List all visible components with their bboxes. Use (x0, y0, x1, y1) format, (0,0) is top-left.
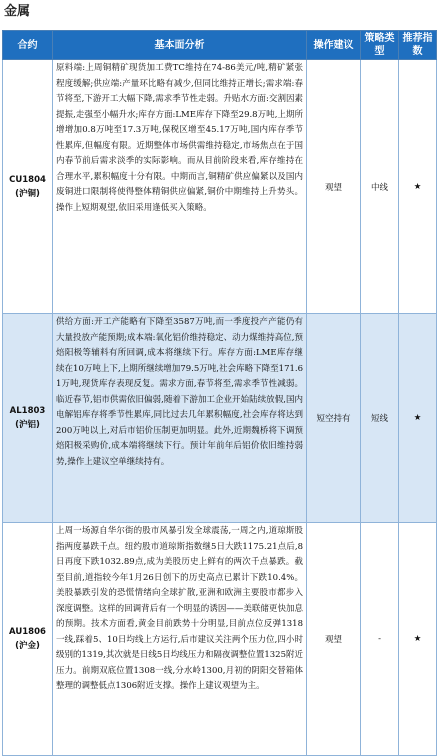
strategy-cell: - (361, 523, 399, 756)
analysis-cell: 原料端:上周铜精矿现货加工费TC维持在74-86美元/吨,精矿紧张程度缓解;供应端:产量环比略有减少,但同比维持正增长;需求端:春节将至,下游开工大幅下降,需求季节性走弱。升贴水方面:交割因素提振,走强至小幅升水;库存方面:LME库存下降至29.8万吨,上期所增增加0.8万吨至17.3万吨,保税区增至45.17万吨,国内库存季节性累库,但幅度有限。近期整体市场供需维持稳定,市场焦点在于国内春节前后需求淡季的实际影响。而从目前阶段来看,库存维持在合理水平,累积幅度十分有限。中期而言,铜精矿供应偏紧以及国内废铜进口限制将使得整体精铜供应偏紧,铜价中期维持上升势头。操作上短期观望,依旧采用逢低买入策略。 (53, 60, 307, 314)
header-rating: 推荐指数 (399, 31, 437, 60)
advice-cell: 观望 (307, 60, 361, 314)
contract-code: AL1803 (9, 406, 46, 416)
analysis-table (2, 30, 437, 756)
rating-cell: ★ (399, 523, 437, 756)
contract-cell (3, 314, 53, 523)
rating-cell: ★ (399, 60, 437, 314)
strategy-cell: 中线 (361, 60, 399, 314)
advice-cell: 观望 (307, 523, 361, 756)
contract-cell (3, 523, 53, 756)
rating-cell: ★ (399, 314, 437, 523)
contract-code: CU1804 (9, 174, 46, 185)
table-row (3, 523, 437, 756)
header-contract: 合约 (3, 31, 53, 60)
analysis-cell: 上周一场源自华尔街的股市风暴引发全球震荡,一周之内,道琼斯股指两度暴跌千点。纽约股市道琼斯指数继5日大跌1175.21点后,8日再度下跌1032.89点,成为美股历史上鲜有的两次千点暴跌。截至目前,道指较今年1月26日创下的历史高点已累计下跌10.4%。美股暴跌引发的恐慌情绪向全球扩散,亚洲和欧洲主要股市都步入深度调整。这样的回调背后有一个明显的诱因——美联储更快加息的预期。技术方面看,黄金目前跌势十分明显,目前点位反弹1318一线,踩着5、10日均线上方运行,后市建议关注两个压力位,四小时级别的1319,其次就是日线5日均线压力和隔夜调整位置1325附近压力。前期双底位置1308一线,分水岭1300,月初的阴阳交替箱体整理的调整低点1306附近支撑。操作上建议观望为主。 (53, 523, 307, 756)
header-advice: 操作建议 (307, 31, 361, 60)
advice-cell: 短空持有 (307, 314, 361, 523)
contract-name: (沪铜) (15, 188, 40, 199)
section-title: 金属 (4, 4, 31, 19)
table-row (3, 314, 437, 523)
header-strategy: 策略类型 (361, 31, 399, 60)
table-row (3, 60, 437, 314)
contract-code: AU1806 (9, 627, 46, 637)
strategy-cell: 短线 (361, 314, 399, 523)
analysis-cell: 供给方面:开工产能略有下降至3587万吨,而一季度投产产能仍有大量投放产能预期;成本端:氧化铝价维持稳定、动力煤维持高位,预焙阳极等辅料有所回调,成本将继续下行。库存方面:LME库存继续在10万吨上下,上期所继续增加79.5万吨,社会库略下降至171.61万吨,现货库存表现反复。需求方面,春节将至,需求季节性减弱。临近春节,铝市供需依旧偏弱,随着下游加工企业开始陆续放假,国内电解铝库存将季节性累库,同比过去几年累积幅度,社会库存将达到200万吨以上,对后市铝价压制更加明显。此外,近期魏桥将下调预焙阳极采购价,成本端将继续下行。预计年前年后铝价依旧维持弱势,操作上建议空单继续持有。 (53, 314, 307, 523)
header-analysis: 基本面分析 (53, 31, 307, 60)
contract-cell (3, 60, 53, 314)
contract-name: (沪金) (15, 641, 40, 651)
contract-name: (沪铝) (15, 420, 40, 430)
table-header-row (3, 31, 437, 60)
